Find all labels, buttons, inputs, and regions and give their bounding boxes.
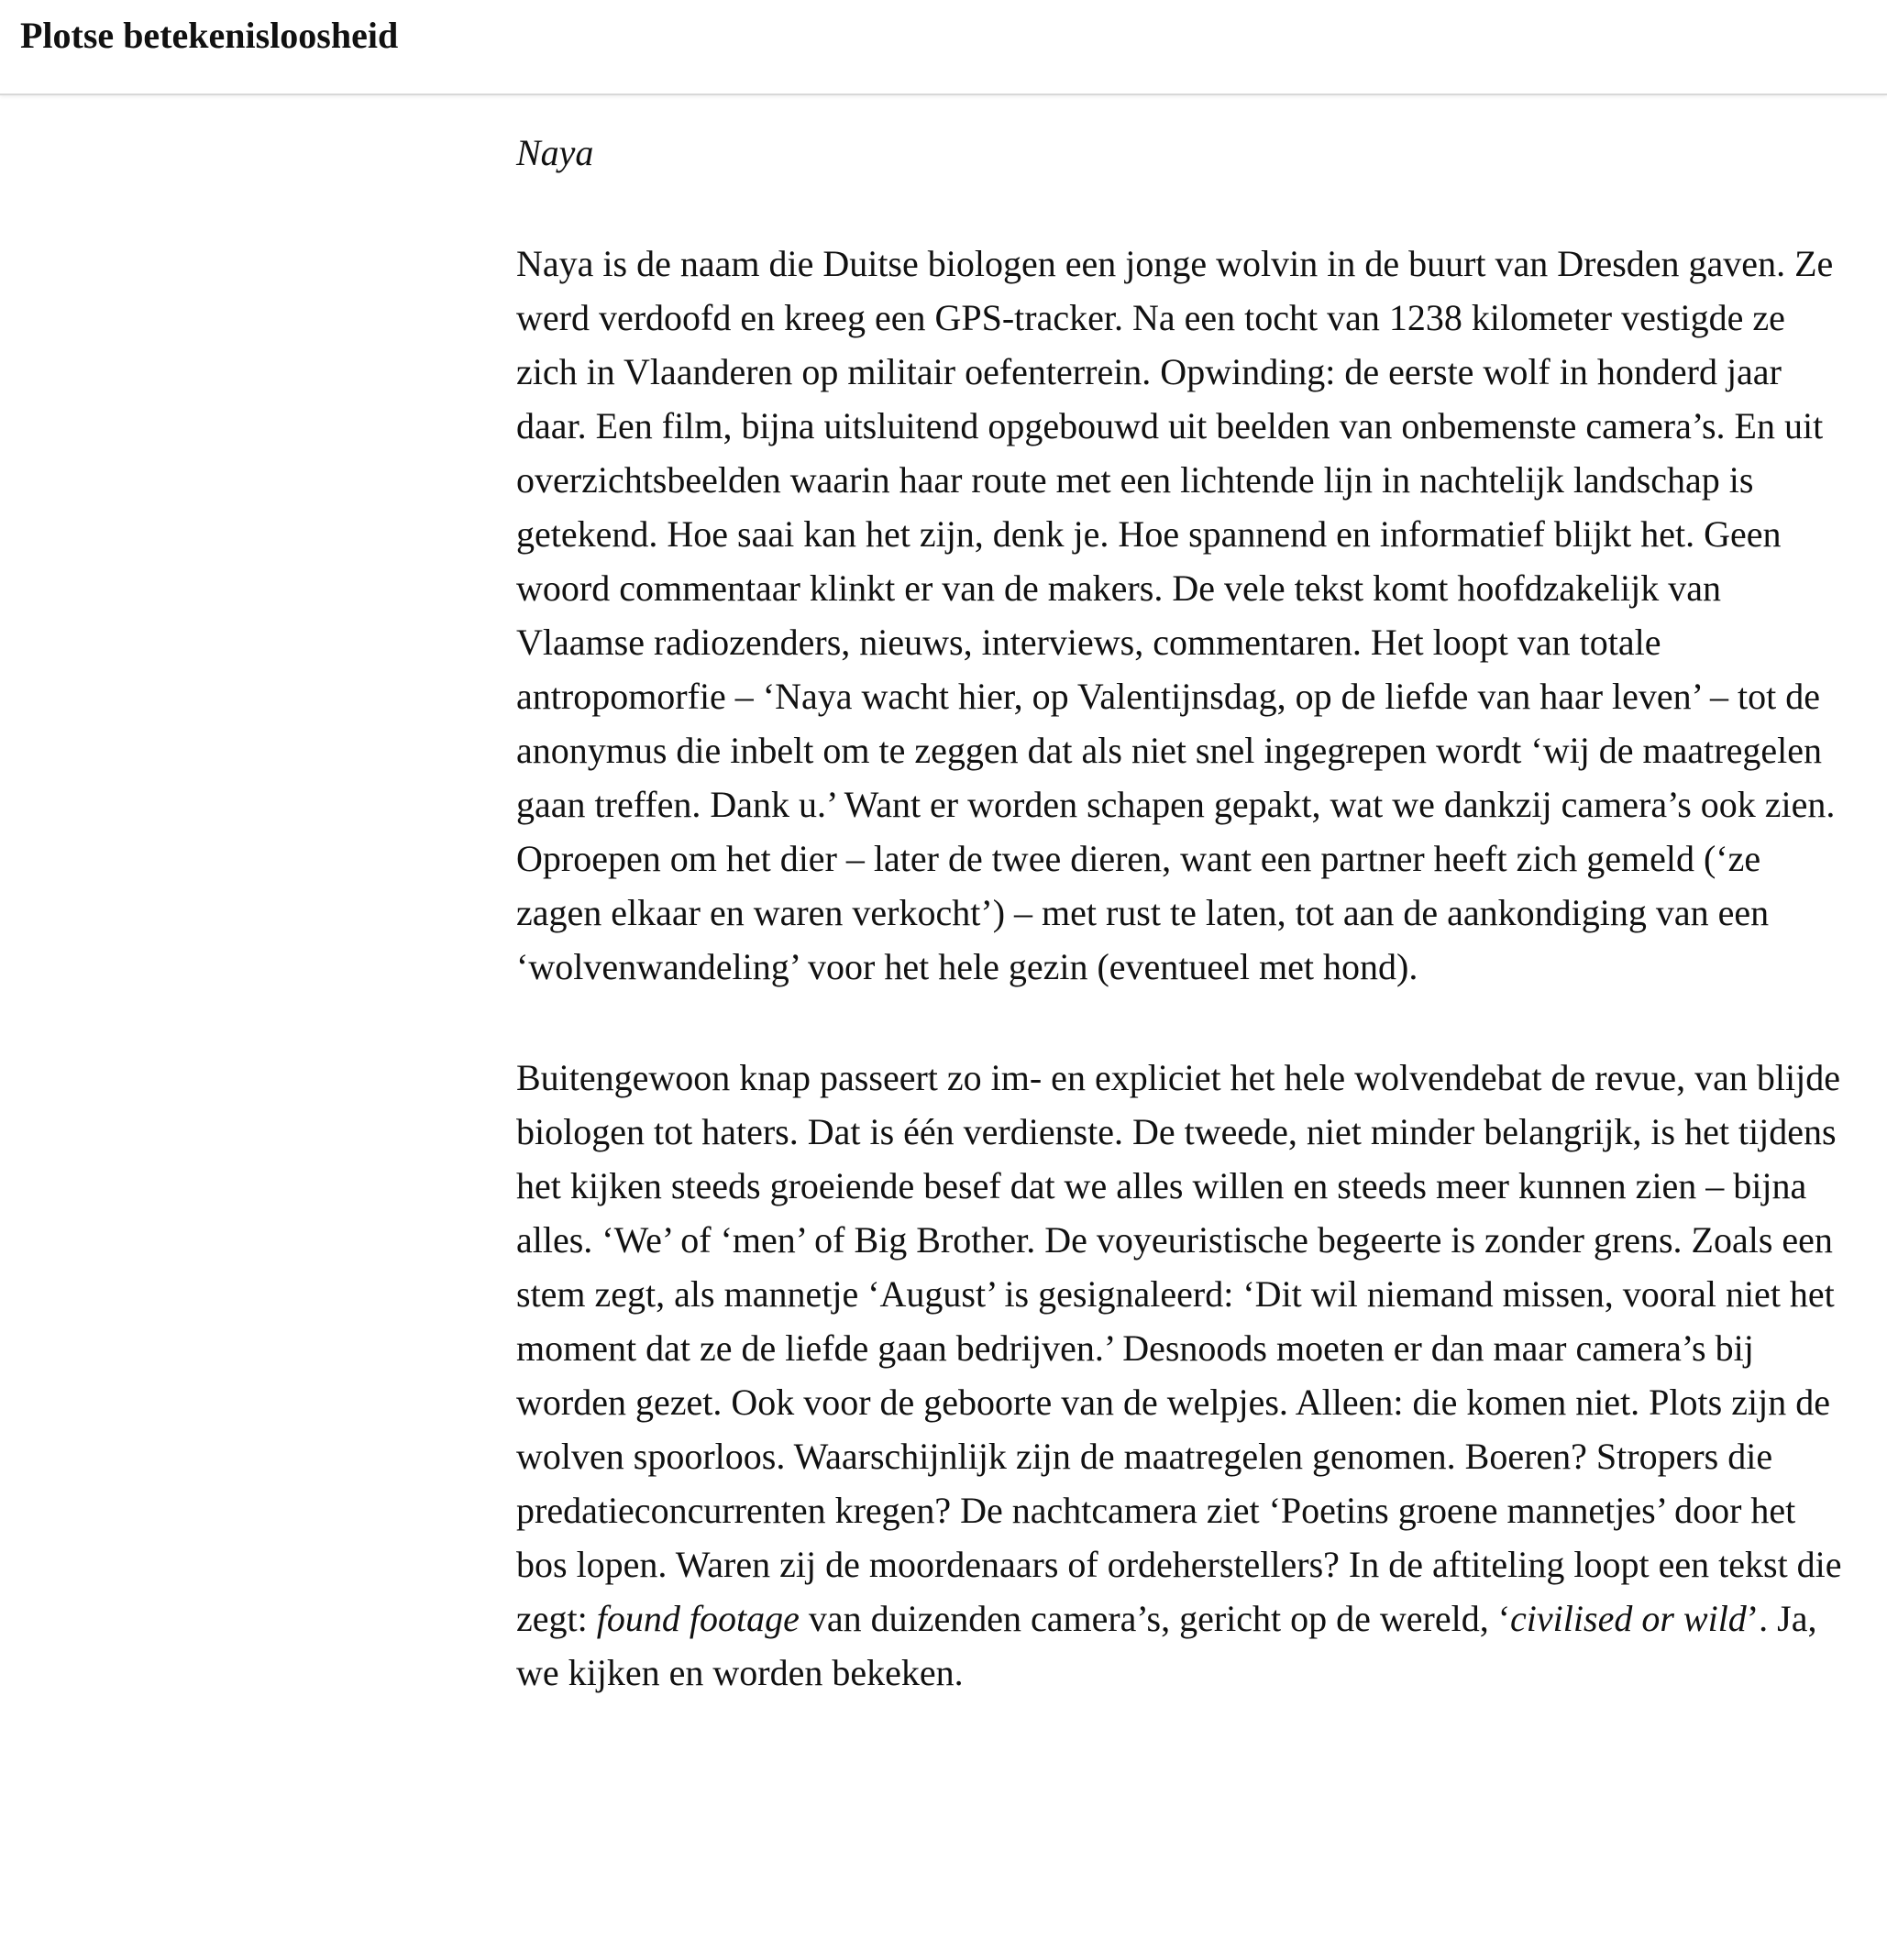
paragraph-text: Buitengewoon knap passeert zo im- en expliciet het hele wolvendebat de revue, van blijde biologen tot haters. Dat is één verdienste. De tweede, niet minder belangrijk, is het tijdens het kijken steeds groeiende besef dat we alles willen en steeds meer kunnen zien – bijna alles. ‘We’ of ‘men’ of Big Brother. De voyeuristische begeerte is zonder grens. Zoals een stem zegt, als mannetje ‘August’ is gesignaleerd: ‘Dit wil niemand missen, vooral niet het moment dat ze de liefde gaan bedrijven.’ Desnoods moeten er dan maar camera’s bij worden gezet. Ook voor de geboorte van de welpjes. Alleen: die komen niet. Plots zijn de wolven spoorloos. Waarschijnlijk zijn de maatregelen genomen. Boeren? Stropers die predatieconcurrenten kregen? De nachtcamera ziet ‘Poetins groene mannetjes’ door het bos lopen. Waren zij de moordenaars of ordeherstellers? In de aftiteling loopt een tekst die zegt: — [516, 1057, 1842, 1639]
paragraph-text: van duizenden camera’s, gericht op de wereld, ‘ — [799, 1598, 1511, 1639]
emphasis-text: found footage — [596, 1598, 800, 1639]
article-paragraph: Naya is de naam die Duitse biologen een jonge wolvin in de buurt van Dresden gaven. Ze werd verdoofd en kreeg een GPS-tracker. Na een tocht van 1238 kilometer vestigde ze zich in Vlaanderen op militair oefenterrein. Opwinding: de eerste wolf in honderd jaar daar. Een film, bijna uitsluitend opgebouwd uit beelden van onbemenste camera’s. En uit overzichtsbeelden waarin haar route met een lichtende lijn in nachtelijk landschap is getekend. Hoe saai kan het zijn, denk je. Hoe spannend en informatief blijkt het. Geen woord commentaar klinkt er van de makers. De vele tekst komt hoofdzakelijk van Vlaamse radiozenders, nieuws, interviews, commentaren. Het loopt van totale antropomorfie – ‘Naya wacht hier, op Valentijnsdag, op de liefde van haar leven’ – tot de anonymus die inbelt om te zeggen dat als niet snel ingegrepen wordt ‘wij de maatregelen gaan treffen. Dank u.’ Want er worden schapen gepakt, wat we dankzij camera’s ook zien. Oproepen om het dier – later de twee dieren, want een partner heeft zich gemeld (‘ze zagen elkaar en waren verkocht’) – met rust te laten, tot aan de aankondiging van een ‘wolvenwandeling’ voor het hele gezin (eventueel met hond). — [516, 243, 1836, 987]
paragraph-text: ’. Ja, we kijken en worden bekeken. — [516, 1598, 1817, 1693]
section-heading: Naya — [516, 132, 594, 173]
article-paragraph — [516, 1051, 1846, 1700]
article-body — [516, 127, 1846, 1700]
site-title[interactable]: Plotse betekenisloosheid — [20, 15, 399, 56]
site-header — [0, 0, 1887, 95]
emphasis-text: civilised or wild — [1510, 1598, 1747, 1639]
